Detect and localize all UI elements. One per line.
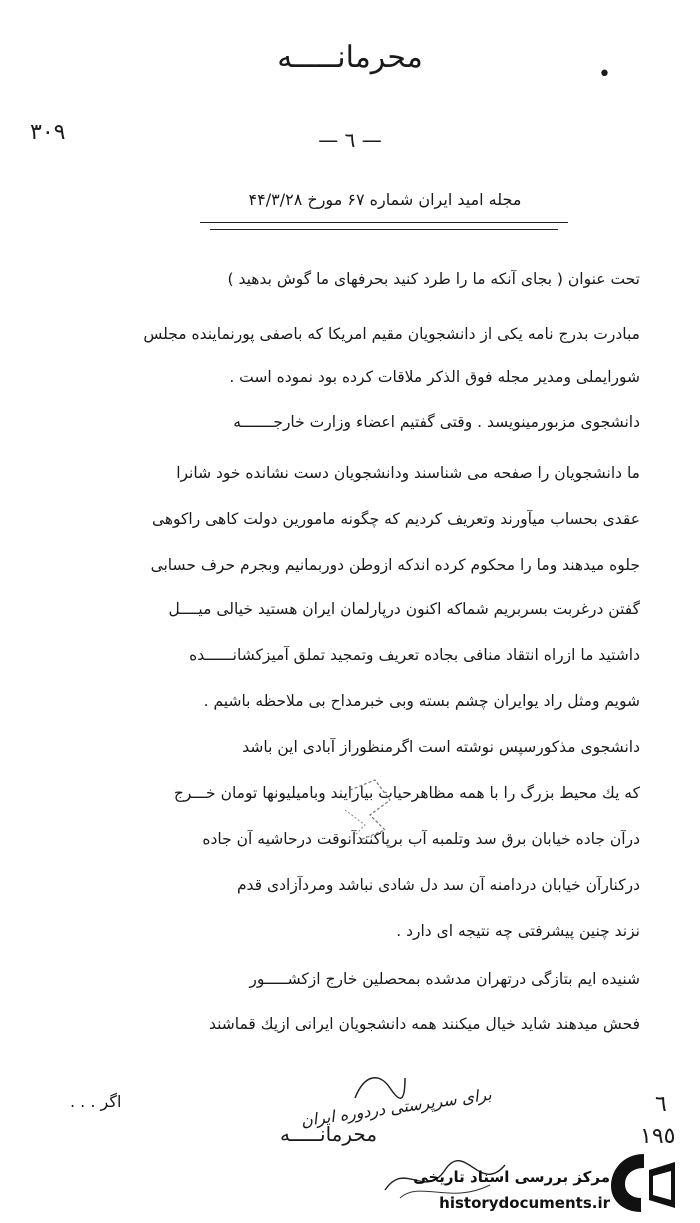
watermark-site-name: مرکز بررسی اسناد تاریخی [413, 1168, 610, 1186]
margin-reference: ٣٠٩ [30, 120, 66, 145]
body-line: عقدی بحساب میآورند وتعریف کردیم که چگونه مامورین دولت کاهی راکوهی [151, 510, 640, 528]
corner-mark: ٦ [655, 1092, 667, 1117]
corner-page-number: ١٩٥ [640, 1124, 676, 1149]
body-line: درآن جاده خیابان برق سد وتلمبه آب برپاکنندآنوقت درحاشیه آن جاده [202, 830, 640, 848]
body-line: مبادرت بدرج نامه یکی از دانشجویان مقیم امریکا که باصفی پورنماینده مجلس [143, 325, 640, 343]
body-line: تحت عنوان ( بجای آنکه ما را طرد کنید بحرفهای ما گوش بدهید ) [227, 270, 640, 288]
body-line: دانشجوی مزبورمینویسد . وقتی گفتیم اعضاء وزارت خارجـــــــه [233, 413, 640, 431]
body-line: شویم ومثل راد یوایران چشم بسته وبی خبرمداح بی ملاحظه باشیم . [203, 692, 640, 710]
classification-header: محرمانـــــه [277, 40, 423, 75]
archive-logo-icon [605, 1150, 683, 1216]
handwritten-note: برای سرپرستی دردوره ایران [299, 1084, 493, 1131]
page-number: — ٦ — [318, 128, 382, 152]
body-line: داشتید ما ازراه انتقاد منافی بجاده تعریف وتمجید تملق آمیزکشانــــــده [189, 646, 640, 664]
body-line: شورایملی ومدیر مجله فوق الذکر ملاقات کرده بود نموده است . [229, 368, 640, 386]
body-line: گفتن درغربت بسربریم شماکه اکنون درپارلمان ایران هستید خیالی میــــل [168, 600, 640, 618]
header-dot: • [598, 62, 611, 87]
heading-underline-2 [210, 229, 558, 230]
stamp-impression-icon [330, 770, 420, 850]
watermark-site-url: historydocuments.ir [439, 1194, 610, 1212]
heading-underline-1 [200, 222, 568, 223]
body-line: جلوه میدهند وما را محکوم کرده اندکه ازوطن دوربمانیم وبجرم حرف حسابی [150, 556, 640, 574]
body-line: ما دانشجویان را صفحه می شناسند ودانشجویان دست نشانده خود شانرا [176, 464, 640, 482]
continued-marker: اگر . . . [70, 1092, 122, 1111]
body-line: درکنارآن خیابان دردامنه آن سد دل شادی نباشد ومردآزادی قدم [236, 876, 640, 894]
body-line: دانشجوی مذکورسپس نوشته است اگرمنظوراز آبادی این باشد [242, 738, 640, 756]
body-line: که یك محیط بزرگ را با همه مظاهرحیات بیارایند وبامیلیونها تومان خـــرج [173, 784, 640, 802]
classification-footer: محرمانـــــه [280, 1122, 378, 1146]
body-line: شنیده ایم بتازگی درتهران مدشده بمحصلین خارج ازکشـــــور [249, 970, 640, 988]
body-line: نزند چنین پیشرفتی چه نتیجه ای دارد . [396, 922, 640, 940]
body-line: فحش میدهند شاید خیال میکنند همه دانشجویان ایرانی ازیك قماشند [208, 1015, 640, 1033]
document-heading: مجله امید ایران شماره ۶۷ مورخ ۴۴/۳/۲۸ [248, 190, 522, 209]
signature-flourish-icon [350, 1068, 410, 1108]
